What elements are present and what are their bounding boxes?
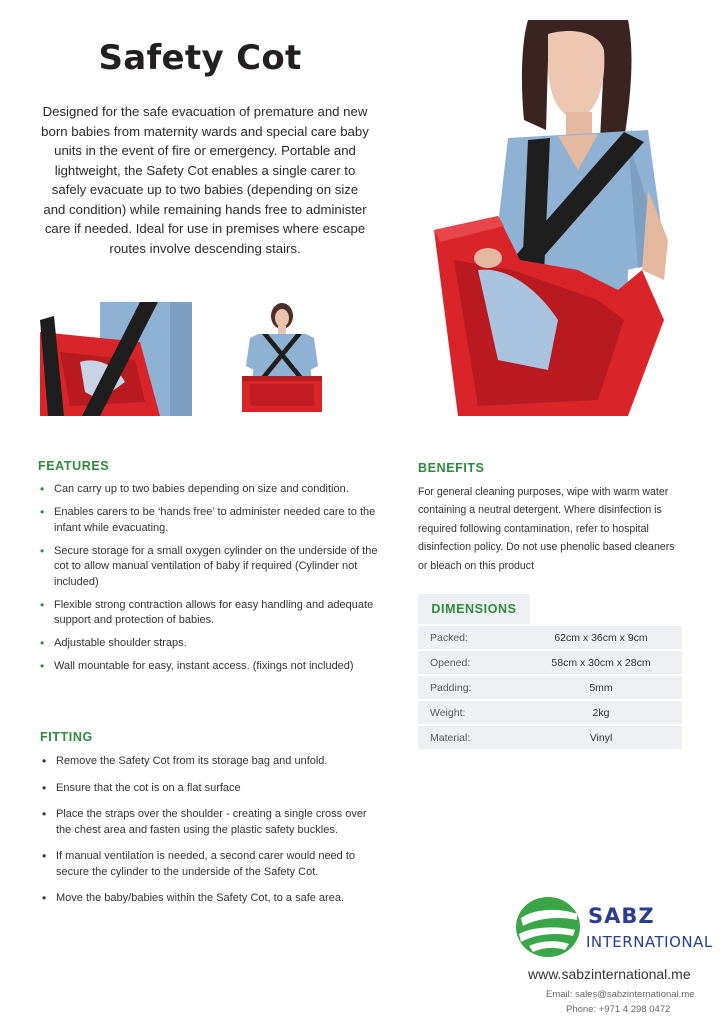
table-row	[418, 726, 682, 749]
dimension-value: 5mm	[589, 681, 613, 694]
email-text: Email: sales@sabzinternational.me	[546, 989, 695, 1000]
dimensions-heading: DIMENSIONS	[418, 594, 530, 624]
table-row	[418, 701, 682, 724]
list-item: • Adjustable shoulder straps.	[38, 636, 383, 652]
carer-main-photo	[428, 20, 672, 416]
dimension-label: Packed:	[430, 631, 468, 644]
logo-text-international: INTERNATIONAL	[586, 933, 713, 951]
list-item: • Secure storage for a small oxygen cylinder on the underside of the cot to allow manual ventilation of baby if required (Cylinder not included)	[38, 544, 383, 591]
dimension-value: 62cm x 36cm x 9cm	[554, 631, 648, 644]
phone-text: Phone: +971 4 298 0472	[566, 1004, 671, 1015]
cot-closeup-photo	[40, 302, 192, 416]
list-item: • If manual ventilation is needed, a second carer would need to secure the cylinder to the underside of the Safety Cot.	[40, 849, 370, 880]
features-heading: FEATURES	[38, 459, 110, 473]
dimension-value: 2kg	[592, 706, 610, 719]
benefits-text: For general cleaning purposes, wipe with warm water containing a neutral detergent. Where disinfection is required following contamination, refer to hospital disinfection policy. Do not use phenolic based cleaners or bleach on this product	[418, 486, 675, 572]
website-link[interactable]: www.sabzinternational.me	[528, 966, 691, 982]
sabz-logo-icon	[515, 896, 581, 958]
features-list	[38, 482, 383, 682]
dimension-label: Padding:	[430, 681, 472, 694]
list-item: • Remove the Safety Cot from its storage bag and unfold.	[40, 754, 370, 770]
fitting-list	[40, 754, 370, 918]
benefits-heading: BENEFITS	[418, 461, 485, 475]
table-row	[418, 651, 682, 674]
logo-text-sabz: SABZ	[588, 904, 655, 928]
list-item: • Ensure that the cot is on a flat surface	[40, 781, 370, 797]
table-row	[418, 676, 682, 699]
carer-wearing-cot-photo	[240, 300, 324, 416]
list-item: • Wall mountable for easy, instant access. (fixings not included)	[38, 659, 383, 675]
list-item: • Enables carers to be ‘hands free’ to administer needed care to the infant while evacuating.	[38, 505, 383, 536]
dimension-value: 58cm x 30cm x 28cm	[551, 656, 651, 669]
list-item: • Can carry up to two babies depending on size and condition.	[38, 482, 383, 498]
dimensions-table	[418, 626, 682, 751]
fitting-heading: FITTING	[40, 730, 93, 744]
dimension-value: Vinyl	[589, 731, 613, 744]
table-row	[418, 626, 682, 649]
dimension-label: Weight:	[430, 706, 466, 719]
list-item: • Flexible strong contraction allows for easy handling and adequate support and protection of babies.	[38, 598, 383, 629]
dimension-label: Material:	[430, 731, 471, 744]
intro-paragraph: Designed for the safe evacuation of premature and new born babies from maternity wards and special care baby units in the event of fire or emergency. Portable and lightweight, the Safety Cot enables a single carer to safely evacuate up to two babies (depending on size and condition) while remaining hands free to administer care if needed. Ideal for use in premises where escape routes involve descending stairs.	[41, 104, 369, 256]
dimension-label: Opened:	[430, 656, 471, 669]
page-title: Safety Cot	[98, 38, 302, 78]
list-item: • Place the straps over the shoulder - creating a single cross over the chest area and fasten using the plastic safety buckles.	[40, 807, 370, 838]
list-item: • Move the baby/babies within the Safety Cot, to a safe area.	[40, 891, 370, 907]
